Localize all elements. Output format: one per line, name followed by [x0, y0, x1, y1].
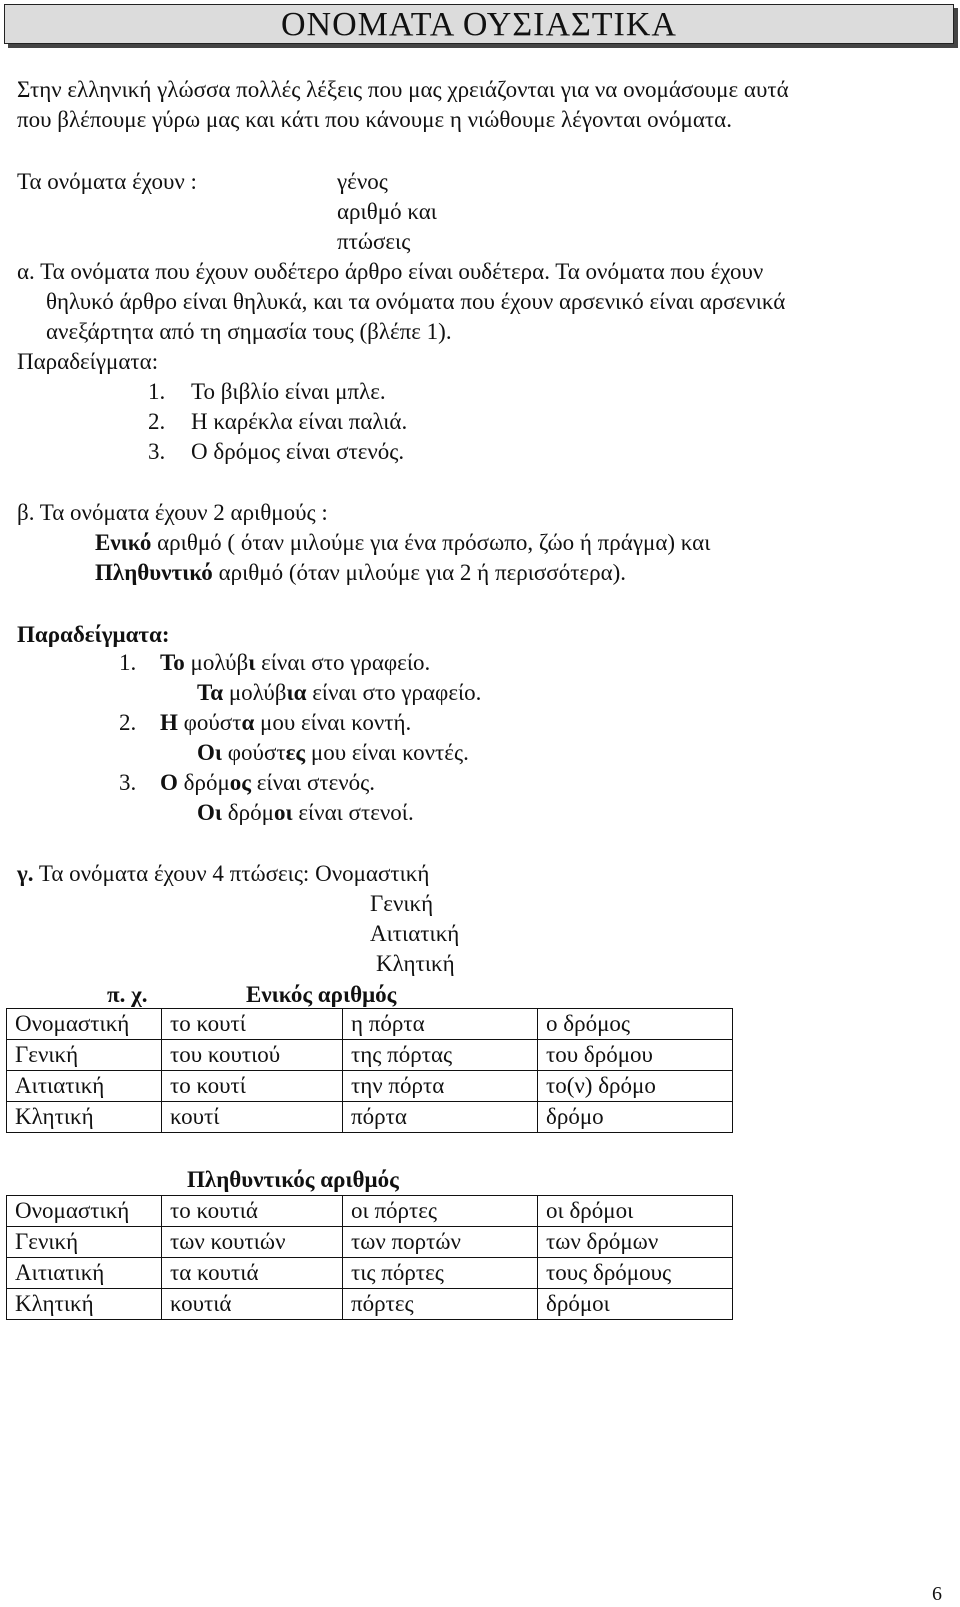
- example-number: 3.: [119, 770, 137, 795]
- plural-definition: [95, 558, 626, 588]
- table-cell: τους δρόμους: [538, 1258, 733, 1289]
- table-cell: Γενική: [7, 1040, 162, 1071]
- table-cell: κουτί: [162, 1102, 343, 1133]
- ending: ος: [229, 770, 251, 795]
- singular-heading-text: Ενικός αριθμός: [246, 982, 397, 1007]
- rest: είναι στενοί.: [292, 800, 414, 825]
- example-plural: [197, 798, 414, 828]
- table-cell: Αιτιατική: [7, 1258, 162, 1289]
- case-nominative: Ονομαστική: [315, 861, 430, 886]
- intro-line-1: Στην ελληνική γλώσσα πολλές λέξεις που μας χρειάζονται για να ονομάσουμε αυτά: [17, 77, 789, 102]
- table-cell: ο δρόμος: [538, 1009, 733, 1040]
- property-cases: πτώσεις: [337, 229, 411, 254]
- example-number: 1.: [148, 379, 166, 404]
- table-cell: του δρόμου: [538, 1040, 733, 1071]
- property-gender: γένος: [337, 169, 388, 194]
- example-number: 3.: [148, 439, 166, 464]
- table-cell: πόρτες: [343, 1289, 538, 1320]
- properties-label: Τα ονόματα έχουν :: [17, 169, 197, 194]
- ending: ια: [286, 680, 307, 705]
- table-row: [7, 1227, 733, 1258]
- table-cell: Ονομαστική: [7, 1009, 162, 1040]
- table-cell: οι δρόμοι: [538, 1196, 733, 1227]
- table-cell: οι πόρτες: [343, 1196, 538, 1227]
- intro-line-2: που βλέπουμε γύρω μας και κάτι που κάνουμε η νιώθουμε λέγονται ονόματα.: [17, 107, 732, 132]
- page-title: ΟΝΟΜΑΤΑ ΟΥΣΙΑΣΤΙΚΑ: [280, 6, 677, 43]
- plural-heading-text: Πληθυντικός αριθμός: [187, 1167, 399, 1192]
- section-b-line-1: β. Τα ονόματα έχουν 2 αριθμούς :: [17, 500, 328, 525]
- rest: μου είναι κοντή.: [254, 710, 412, 735]
- example-singular: [160, 648, 430, 678]
- table-row: [7, 1009, 733, 1040]
- example-abbrev: [107, 980, 147, 1010]
- rest: είναι στενός.: [251, 770, 376, 795]
- table-row: [7, 1196, 733, 1227]
- rest: μου είναι κοντές.: [305, 740, 469, 765]
- property-number: αριθμό και: [337, 199, 437, 224]
- example-plural: [197, 678, 481, 708]
- table-row: [7, 1102, 733, 1133]
- table-cell: δρόμο: [538, 1102, 733, 1133]
- page-number: 6: [932, 1583, 942, 1605]
- section-c-text: Τα ονόματα έχουν 4 πτώσεις:: [33, 861, 316, 886]
- title-box: [4, 4, 954, 44]
- section-a-line-3: ανεξάρτητα από τη σημασία τους (βλέπε 1).: [46, 319, 452, 344]
- example-abbrev-text: π. χ.: [107, 982, 148, 1007]
- table-cell: των πορτών: [343, 1227, 538, 1258]
- singular-term: Ενικό: [95, 530, 152, 555]
- example-singular: [160, 708, 411, 738]
- table-row: [7, 1040, 733, 1071]
- table-cell: Κλητική: [7, 1289, 162, 1320]
- singular-definition: [95, 528, 710, 558]
- case-accusative: Αιτιατική: [370, 921, 460, 946]
- table-cell: τις πόρτες: [343, 1258, 538, 1289]
- example-number: 1.: [119, 650, 137, 675]
- stem: μολύβ: [223, 680, 287, 705]
- section-c-prefix: γ.: [17, 861, 34, 886]
- singular-declension-table: [6, 1008, 733, 1133]
- stem: δρόμ: [177, 770, 230, 795]
- ending: ι: [248, 650, 256, 675]
- table-cell: η πόρτα: [343, 1009, 538, 1040]
- article: Τα: [197, 680, 224, 705]
- example-text: Ο δρόμος είναι στενός.: [191, 439, 405, 464]
- table-row: [7, 1258, 733, 1289]
- ending: ες: [285, 740, 306, 765]
- table-cell: Γενική: [7, 1227, 162, 1258]
- table-row: [7, 1289, 733, 1320]
- example-number: 2.: [119, 710, 137, 735]
- section-b-examples-label-text: Παραδείγματα:: [17, 622, 170, 647]
- section-a-line-2: θηλυκό άρθρο είναι θηλυκά, και τα ονόματα που έχουν αρσενικό είναι αρσενικά: [46, 289, 786, 314]
- stem: φούστ: [222, 740, 286, 765]
- rest: είναι στο γραφείο.: [255, 650, 431, 675]
- table-row: [7, 1071, 733, 1102]
- example-number: 2.: [148, 409, 166, 434]
- table-cell: Κλητική: [7, 1102, 162, 1133]
- article: Ο: [160, 770, 178, 795]
- section-a-examples-label: Παραδείγματα:: [17, 349, 159, 374]
- section-c-line: [17, 859, 429, 889]
- section-a-line-1: α. Τα ονόματα που έχουν ουδέτερο άρθρο είναι ουδέτερα. Τα ονόματα που έχουν: [17, 259, 764, 284]
- stem: δρόμ: [222, 800, 274, 825]
- rest: είναι στο γραφείο.: [306, 680, 482, 705]
- table-cell: το κουτιά: [162, 1196, 343, 1227]
- article: Το: [160, 650, 185, 675]
- example-text: Το βιβλίο είναι μπλε.: [191, 379, 386, 404]
- table-cell: του κουτιού: [162, 1040, 343, 1071]
- article: Οι: [197, 800, 223, 825]
- table-cell: το κουτί: [162, 1009, 343, 1040]
- article: Η: [160, 710, 178, 735]
- stem: φούστ: [177, 710, 242, 735]
- plural-declension-table: [6, 1195, 733, 1320]
- singular-heading: [246, 980, 396, 1010]
- table-cell: της πόρτας: [343, 1040, 538, 1071]
- table-cell: των δρόμων: [538, 1227, 733, 1258]
- table-cell: δρόμοι: [538, 1289, 733, 1320]
- table-cell: το(ν) δρόμο: [538, 1071, 733, 1102]
- table-cell: Αιτιατική: [7, 1071, 162, 1102]
- example-singular: [160, 768, 375, 798]
- case-vocative: Κλητική: [376, 951, 455, 976]
- table-cell: το κουτί: [162, 1071, 343, 1102]
- plural-term: Πληθυντικό: [95, 560, 213, 585]
- table-cell: πόρτα: [343, 1102, 538, 1133]
- example-text: Η καρέκλα είναι παλιά.: [191, 409, 408, 434]
- example-plural: [197, 738, 469, 768]
- table-cell: των κουτιών: [162, 1227, 343, 1258]
- ending: α: [241, 710, 255, 735]
- case-genitive: Γενική: [370, 891, 434, 916]
- table-cell: την πόρτα: [343, 1071, 538, 1102]
- singular-description: αριθμό ( όταν μιλούμε για ένα πρόσωπο, ζώο ή πράγμα) και: [151, 530, 711, 555]
- table-cell: κουτιά: [162, 1289, 343, 1320]
- article: Οι: [197, 740, 223, 765]
- plural-description: αριθμό (όταν μιλούμε για 2 ή περισσότερα).: [212, 560, 627, 585]
- table-cell: τα κουτιά: [162, 1258, 343, 1289]
- table-cell: Ονομαστική: [7, 1196, 162, 1227]
- section-b-examples-label: [17, 620, 170, 650]
- ending: οι: [273, 800, 293, 825]
- plural-heading: [187, 1165, 399, 1195]
- stem: μολύβ: [184, 650, 249, 675]
